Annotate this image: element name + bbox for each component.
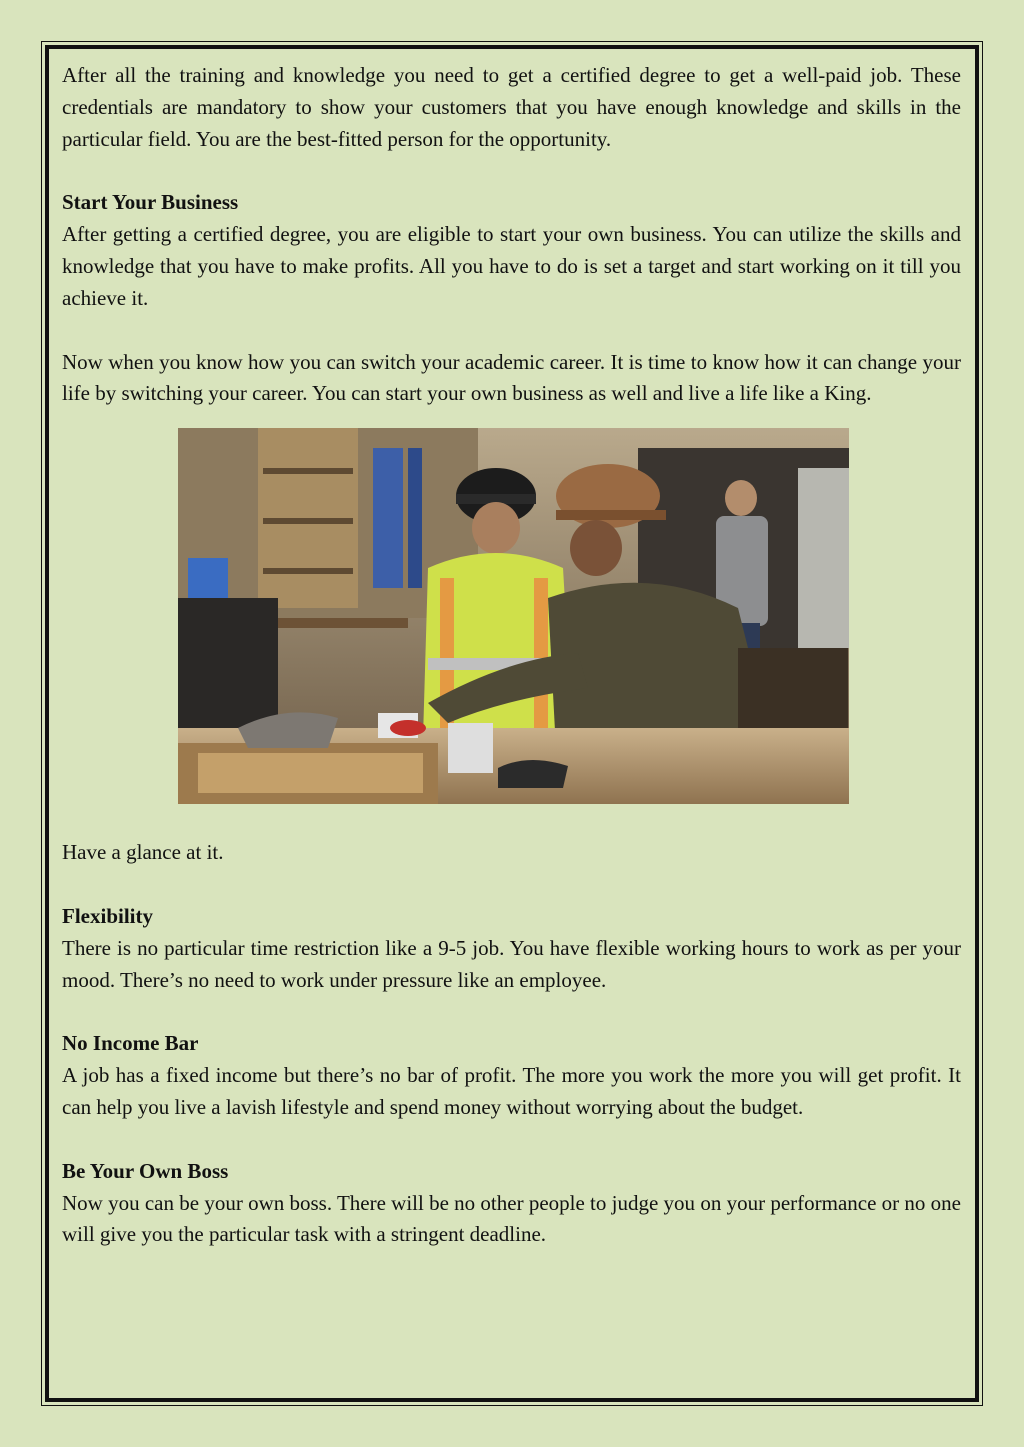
document-body bbox=[62, 60, 961, 1251]
switch-career-paragraph: Now when you know how you can switch your academic career. It is time to know how it can change your life by switching your career. You can start your own business as well and live a life like a King. bbox=[62, 349, 961, 406]
flexibility-heading: Flexibility bbox=[62, 903, 153, 928]
own-boss-paragraph: Now you can be your own boss. There will be no other people to judge you on your performance or no one will give you the particular task with a stringent deadline. bbox=[62, 1190, 961, 1247]
intro-paragraph: After all the training and knowledge you need to get a certified degree to get a well-paid job. These credentials are mandatory to show your customers that you have enough knowledge and skills in the particular field. You are the best-fitted person for the opportunity. bbox=[62, 63, 961, 151]
flexibility-paragraph: There is no particular time restriction like a 9-5 job. You have flexible working hours to work as per your mood. There’s no need to work under pressure like an employee. bbox=[62, 935, 961, 992]
glance-paragraph: Have a glance at it. bbox=[62, 840, 224, 865]
start-business-paragraph: After getting a certified degree, you are eligible to start your own business. You can utilize the skills and knowledge that you have to make profits. All you have to do is set a target and start working on it till you achieve it. bbox=[62, 222, 961, 310]
no-income-bar-paragraph: A job has a fixed income but there’s no bar of profit. The more you work the more you will get profit. It can help you live a lavish lifestyle and spend money without worrying about the budget. bbox=[62, 1063, 961, 1119]
workshop-photo bbox=[178, 428, 849, 804]
no-income-bar-heading: No Income Bar bbox=[62, 1031, 199, 1056]
own-boss-heading: Be Your Own Boss bbox=[62, 1158, 229, 1183]
start-business-heading: Start Your Business bbox=[62, 190, 239, 215]
